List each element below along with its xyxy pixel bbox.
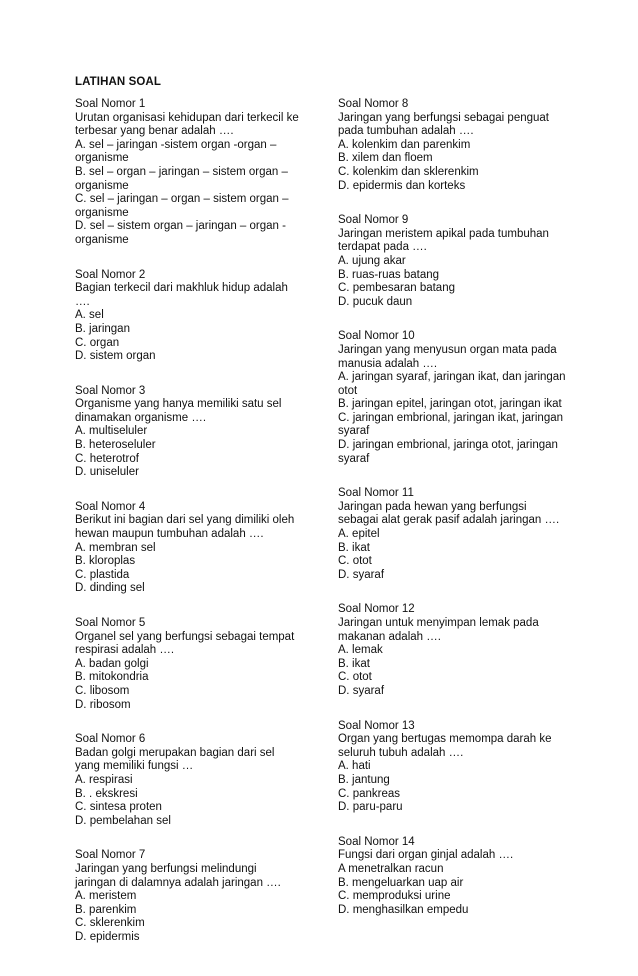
question-block [338, 330, 570, 466]
answer-option: B. jaringan epitel, jaringan otot, jaringan ikat [338, 398, 562, 411]
question-number: Soal Nomor 11 [338, 487, 414, 500]
answer-option: C. pembesaran batang [338, 282, 455, 295]
answer-option: D. pembelahan sel [75, 814, 171, 827]
answer-option: A. epitel [338, 528, 380, 541]
question-block [338, 603, 570, 698]
answer-option: D. epidermis dan korteks [338, 179, 466, 192]
answer-option: A. membran sel [75, 541, 156, 554]
answer-option: C. plastida [75, 568, 130, 581]
question-number: Soal Nomor 13 [338, 719, 415, 732]
question-number: Soal Nomor 12 [338, 603, 415, 616]
answer-option: D. pucuk daun [338, 295, 413, 308]
question-text: Fungsi dari organ ginjal adalah …. [338, 849, 514, 862]
question-block [338, 98, 570, 193]
answer-option: D. dinding sel [75, 582, 145, 595]
answer-option: A. lemak [338, 644, 383, 657]
answer-option: C. memproduksi urine [338, 890, 451, 903]
question-block [75, 733, 300, 828]
answer-option: A. ujung akar [338, 254, 406, 267]
answer-option: A. badan golgi [75, 657, 149, 670]
question-number: Soal Nomor 4 [75, 500, 146, 513]
answer-option: D. menghasilkan empedu [338, 903, 469, 916]
question-number: Soal Nomor 14 [338, 835, 415, 848]
question-number: Soal Nomor 6 [75, 733, 146, 746]
answer-option: D. uniseluler [75, 466, 139, 479]
answer-option: A. hati [338, 760, 371, 773]
answer-option: B. xilem dan floem [338, 152, 433, 165]
question-block [75, 98, 300, 248]
question-text: Organisme yang hanya memiliki satu sel dinamakan organisme …. [75, 398, 282, 424]
answer-option: C. heterotrof [75, 452, 139, 465]
answer-option: A. respirasi [75, 773, 133, 786]
question-block [75, 269, 300, 364]
question-text: Jaringan yang menyusun organ mata pada manusia adalah …. [338, 343, 557, 370]
question-block [75, 617, 300, 712]
answer-option: B. parenkim [75, 903, 137, 916]
question-text: Jaringan untuk menyimpan lemak pada makanan adalah …. [338, 617, 539, 643]
answer-option: C. sklerenkim [75, 917, 145, 930]
question-number: Soal Nomor 10 [338, 330, 415, 343]
answer-option: A. jaringan syaraf, jaringan ikat, dan jaringan otot [338, 371, 566, 397]
answer-option: A. sel [75, 309, 104, 322]
question-text: Jaringan yang berfungsi melindungi jaringan di dalamnya adalah jaringan …. [75, 862, 281, 889]
question-block [338, 214, 570, 309]
answer-option: C. otot [338, 671, 372, 684]
answer-option: C. jaringan embrional, jaringan ikat, jaringan syaraf [338, 411, 564, 438]
answer-option: D. syaraf [338, 568, 385, 581]
answer-option: D. epidermis [75, 930, 140, 943]
answer-option: B. ikat [338, 657, 370, 670]
answer-option: A. multiseluler [75, 425, 148, 438]
question-text: Berikut ini bagian dari sel yang dimiliki oleh hewan maupun tumbuhan adalah …. [75, 514, 295, 541]
answer-option: C. sintesa proten [75, 801, 162, 814]
question-text: Badan golgi merupakan bagian dari sel yang memiliki fungsi … [75, 746, 275, 773]
answer-option: A. sel – jaringan -sistem organ -organ – organisme [75, 138, 277, 165]
answer-option: D. ribosom [75, 698, 131, 711]
question-block [338, 720, 570, 815]
answer-option: B. heteroseluler [75, 439, 156, 452]
answer-option: B. kloroplas [75, 555, 136, 568]
question-block [338, 487, 570, 582]
answer-option: B. ruas-ruas batang [338, 268, 440, 281]
answer-option: C. kolenkim dan sklerenkim [338, 165, 479, 178]
answer-option: A. meristem [75, 890, 137, 903]
question-block [75, 501, 300, 596]
answer-option: B. jantung [338, 773, 390, 786]
question-block [338, 836, 570, 918]
answer-option: C. organ [75, 336, 120, 349]
question-text: Organ yang bertugas memompa darah ke seluruh tubuh adalah …. [338, 733, 552, 759]
question-number: Soal Nomor 3 [75, 384, 146, 397]
answer-option: B. . ekskresi [75, 787, 138, 800]
answer-option: D. paru-paru [338, 801, 403, 814]
answer-option: B. mitokondria [75, 671, 149, 684]
answer-option: B. ikat [338, 541, 370, 554]
left-question-column [75, 98, 300, 965]
question-text: Jaringan meristem apikal pada tumbuhan terdapat pada …. [338, 227, 549, 254]
question-block [75, 849, 300, 944]
answer-option: C. otot [338, 555, 372, 568]
answer-option: A. kolenkim dan parenkim [338, 138, 471, 151]
answer-option: C. libosom [75, 684, 130, 697]
question-number: Soal Nomor 1 [75, 98, 146, 110]
answer-option: D. sel – sistem organ – jaringan – organ - organisme [75, 220, 286, 246]
question-number: Soal Nomor 5 [75, 617, 146, 629]
page-title: LATIHAN SOAL [75, 76, 161, 88]
question-block [75, 385, 300, 480]
answer-option: C. pankreas [338, 787, 401, 800]
question-text: Organel sel yang berfungsi sebagai tempat respirasi adalah …. [75, 630, 295, 657]
question-number: Soal Nomor 9 [338, 214, 409, 227]
answer-option: B. jaringan [75, 322, 130, 335]
right-question-column [338, 98, 570, 938]
answer-option: D. syaraf [338, 684, 385, 697]
question-text: Jaringan pada hewan yang berfungsi sebagai alat gerak pasif adalah jaringan …. [338, 500, 560, 527]
answer-option: D. jaringan embrional, jaringa otot, jaringan syaraf [338, 439, 558, 465]
answer-option: D. sistem organ [75, 350, 156, 363]
answer-option: B. mengeluarkan uap air [338, 876, 464, 889]
question-number: Soal Nomor 7 [75, 849, 146, 862]
answer-option: C. sel – jaringan – organ – sistem organ – organisme [75, 193, 289, 219]
question-text: Bagian terkecil dari makhluk hidup adalah …. [75, 282, 288, 308]
answer-option: B. sel – organ – jaringan – sistem organ – organisme [75, 165, 288, 192]
question-number: Soal Nomor 8 [338, 98, 409, 110]
answer-option: A menetralkan racun [338, 862, 444, 875]
question-text: Urutan organisasi kehidupan dari terkecil ke terbesar yang benar adalah …. [75, 111, 299, 138]
question-number: Soal Nomor 2 [75, 268, 146, 281]
question-text: Jaringan yang berfungsi sebagai penguat pada tumbuhan adalah …. [338, 111, 549, 138]
